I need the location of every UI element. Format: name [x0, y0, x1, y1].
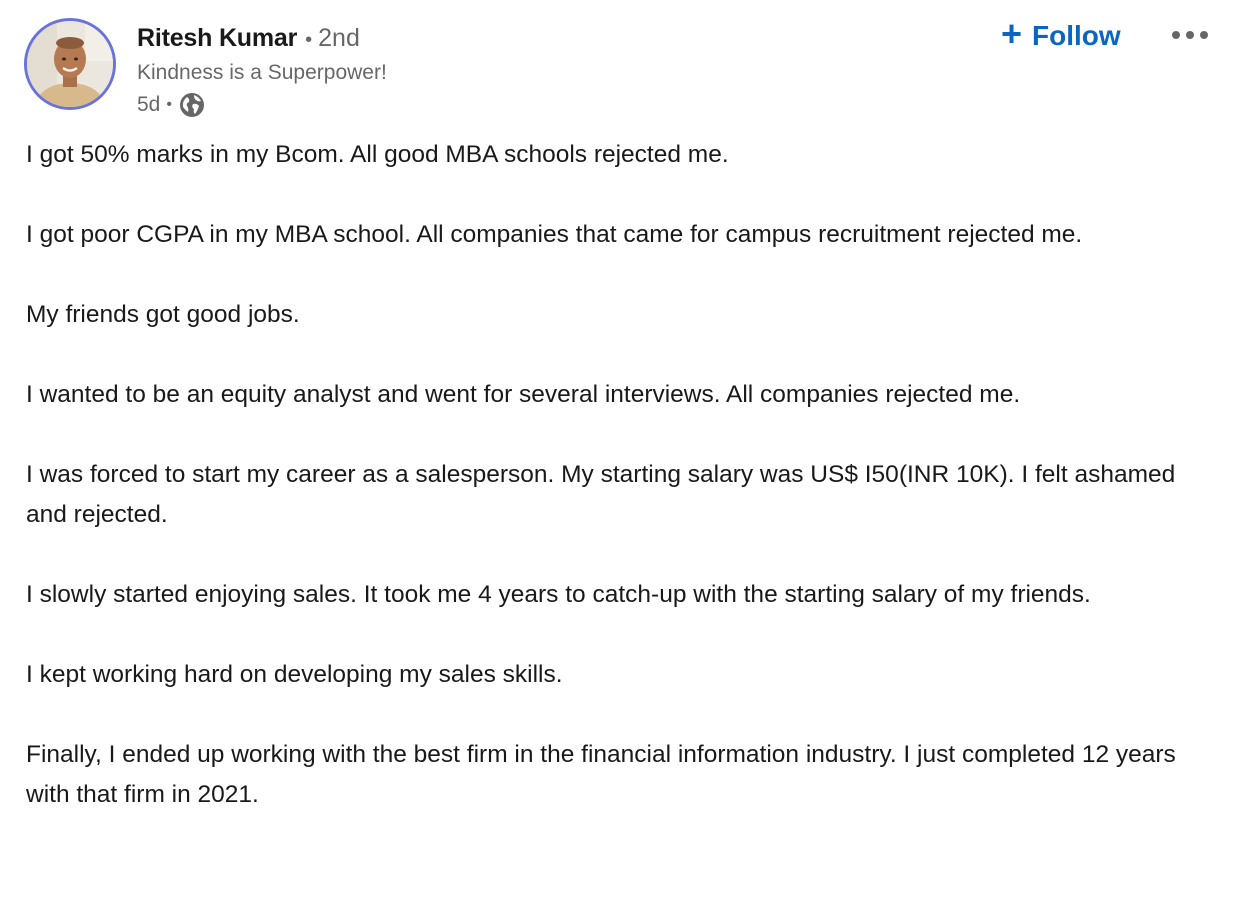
meta-separator-dot: • — [166, 96, 172, 113]
commentary-paragraph: My friends got good jobs. — [26, 301, 300, 328]
post-timestamp[interactable]: 5d — [137, 93, 161, 116]
connection-degree: 2nd — [318, 24, 360, 52]
commentary-paragraph: I got 50% marks in my Bcom. All good MBA schools rejected me. — [26, 141, 729, 168]
avatar[interactable] — [24, 18, 116, 110]
commentary-paragraph: I got poor CGPA in my MBA school. All companies that came for campus recruitment rejected me. — [26, 221, 1083, 248]
follow-label: Follow — [1032, 20, 1121, 51]
commentary-paragraph: Finally, I ended up working with the best firm in the financial information industry. I just completed 12 years with that firm in 2021. — [26, 741, 1176, 808]
commentary-paragraph: I was forced to start my career as a salesperson. My starting salary was US$ I50(INR 10K). I felt ashamed and rejected. — [26, 461, 1176, 528]
separator-dot: • — [305, 29, 313, 51]
globe-icon — [178, 91, 206, 119]
actor-name-line — [137, 22, 387, 54]
follow-button[interactable] — [1001, 13, 1121, 56]
actor-name[interactable]: Ritesh Kumar — [137, 24, 298, 52]
post-commentary — [26, 135, 1221, 815]
commentary-paragraph: I kept working hard on developing my sales skills. — [26, 661, 563, 688]
ellipsis-icon-dot — [1200, 31, 1208, 39]
ellipsis-icon-dot — [1186, 31, 1194, 39]
commentary-paragraph: I slowly started enjoying sales. It took me 4 years to catch-up with the starting salary of my friends. — [26, 581, 1091, 608]
post-actor — [137, 22, 387, 120]
actor-headline: Kindness is a Superpower! — [137, 61, 387, 84]
post-meta — [137, 90, 387, 120]
more-options-button[interactable] — [1164, 20, 1216, 50]
plus-icon: + — [1001, 13, 1023, 54]
commentary-paragraph: I wanted to be an equity analyst and went for several interviews. All companies rejected me. — [26, 381, 1021, 408]
ellipsis-icon-dot — [1172, 31, 1180, 39]
avatar-photo — [27, 21, 113, 107]
